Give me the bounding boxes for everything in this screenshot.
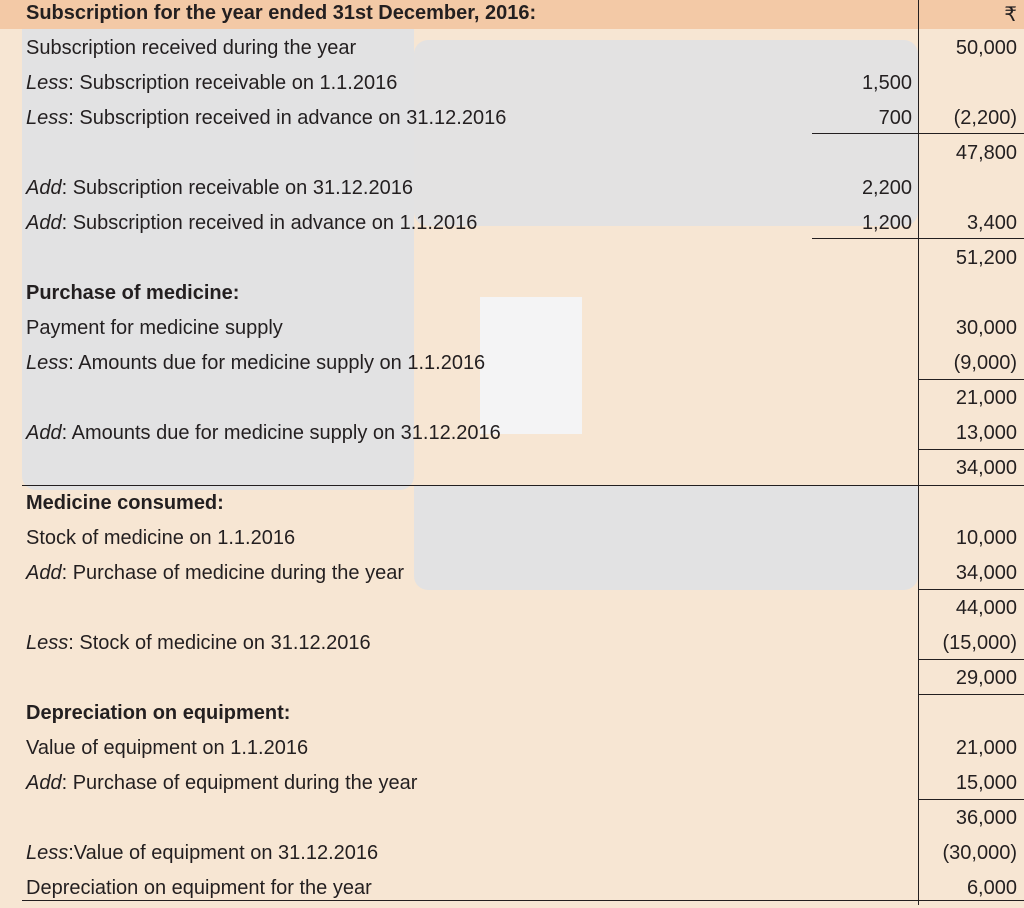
table-row — [26, 733, 1024, 768]
row-label: Less: Amounts due for medicine supply on 1.1.2016 — [26, 352, 486, 374]
sub-amount: 700 — [878, 107, 912, 129]
total: 34,000 — [955, 457, 1017, 479]
subtotal: 47,800 — [955, 142, 1017, 164]
total: 6,000 — [966, 877, 1017, 899]
table-row — [26, 663, 1024, 698]
currency-symbol: ₹ — [1004, 4, 1017, 26]
table-row — [26, 628, 1024, 663]
table-row — [26, 348, 1024, 383]
amount: 13,000 — [955, 422, 1017, 444]
row-label: Add: Subscription receivable on 31.12.2016 — [26, 177, 413, 199]
row-label: Less:Value of equipment on 31.12.2016 — [26, 842, 379, 864]
table-row — [26, 243, 1024, 278]
table-row — [26, 68, 1024, 103]
subtotal: 44,000 — [955, 597, 1017, 619]
table-row — [26, 33, 1024, 68]
amount: 3,400 — [966, 212, 1017, 234]
row-label: Less: Subscription received in advance on 31.12.2016 — [26, 107, 507, 129]
table-row — [26, 593, 1024, 628]
table-row — [26, 418, 1024, 453]
row-label: Value of equipment on 1.1.2016 — [26, 737, 309, 759]
amount: 21,000 — [955, 737, 1017, 759]
amount: 50,000 — [955, 37, 1017, 59]
table-row — [26, 873, 1024, 908]
section-heading-row — [26, 278, 1024, 313]
row-label: Payment for medicine supply — [26, 317, 283, 339]
table-row — [26, 838, 1024, 873]
row-label: Add: Subscription received in advance on 1.1.2016 — [26, 212, 478, 234]
amount: (2,200) — [953, 107, 1017, 129]
table-row — [26, 453, 1024, 488]
subtotal: 21,000 — [955, 387, 1017, 409]
amount: (30,000) — [942, 842, 1017, 864]
section-heading-row — [26, 698, 1024, 733]
table-row — [26, 173, 1024, 208]
row-label: Depreciation on equipment for the year — [26, 877, 372, 899]
table-row — [26, 558, 1024, 593]
amount: 15,000 — [955, 772, 1017, 794]
table-row — [26, 103, 1024, 138]
amount: 34,000 — [955, 562, 1017, 584]
amount: 10,000 — [955, 527, 1017, 549]
subtotal: 36,000 — [955, 807, 1017, 829]
row-label: Add: Purchase of equipment during the year — [26, 772, 418, 794]
table-row — [26, 138, 1024, 173]
row-label: Add: Amounts due for medicine supply on 31.12.2016 — [26, 422, 501, 444]
section-heading: Purchase of medicine: — [26, 282, 240, 304]
total: 29,000 — [955, 667, 1017, 689]
table-row — [26, 313, 1024, 348]
row-label: Stock of medicine on 1.1.2016 — [26, 527, 296, 549]
sub-amount: 1,200 — [861, 212, 912, 234]
table-row — [26, 523, 1024, 558]
section-heading: Depreciation on equipment: — [26, 702, 291, 724]
section-heading: Medicine consumed: — [26, 492, 224, 514]
row-label: Add: Purchase of medicine during the year — [26, 562, 405, 584]
table-row — [26, 383, 1024, 418]
amount: (15,000) — [942, 632, 1017, 654]
section-heading-row — [26, 488, 1024, 523]
sub-amount: 1,500 — [861, 72, 912, 94]
row-label: Less: Subscription receivable on 1.1.2016 — [26, 72, 398, 94]
row-label: Less: Stock of medicine on 31.12.2016 — [26, 632, 371, 654]
section-heading: Subscription for the year ended 31st December, 2016: — [26, 2, 537, 24]
table-row — [26, 208, 1024, 243]
table-row — [26, 768, 1024, 803]
sub-amount: 2,200 — [861, 177, 912, 199]
total: 51,200 — [955, 247, 1017, 269]
amount: 30,000 — [955, 317, 1017, 339]
table-header-row — [26, 0, 1024, 33]
amount: (9,000) — [953, 352, 1017, 374]
table-row — [26, 803, 1024, 838]
row-label: Subscription received during the year — [26, 37, 357, 59]
